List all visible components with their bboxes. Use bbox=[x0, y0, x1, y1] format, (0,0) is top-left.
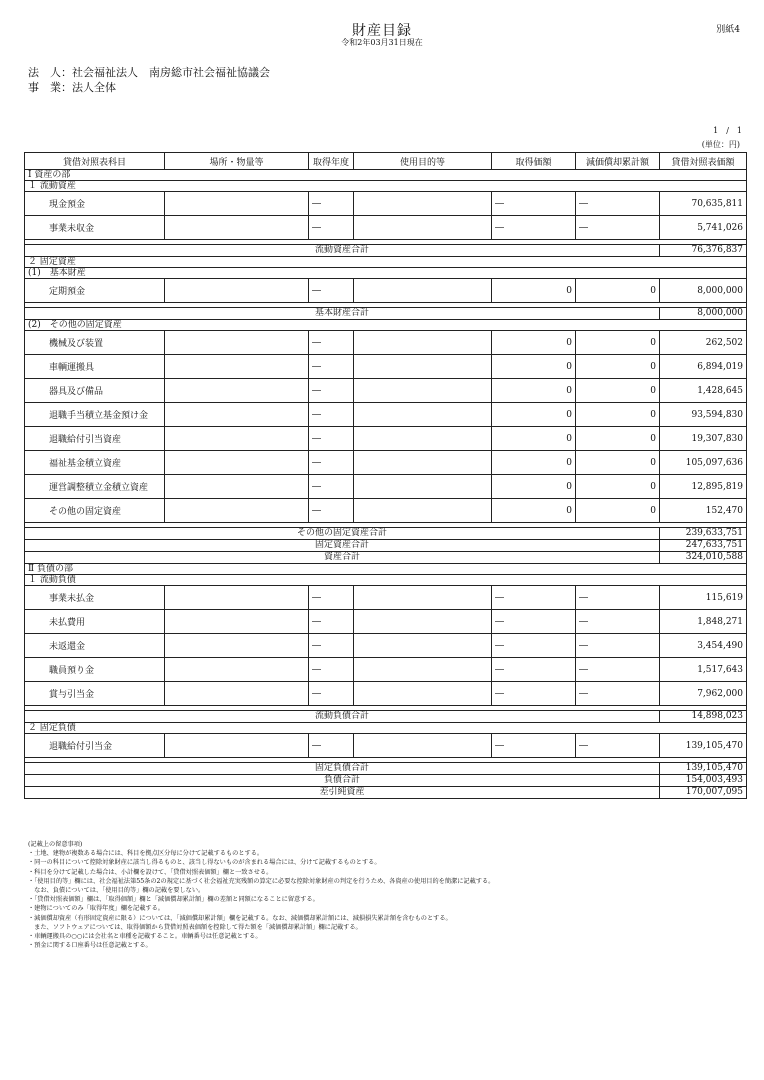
table-row bbox=[25, 355, 747, 379]
col-header: 貸借対照表科目 bbox=[25, 153, 165, 170]
total-value: 170,007,095 bbox=[660, 787, 747, 799]
table-row bbox=[25, 634, 747, 658]
accumulated-depreciation: 0 bbox=[576, 403, 660, 427]
purpose-cell bbox=[354, 451, 492, 475]
acquisition-cost: 0 bbox=[492, 403, 576, 427]
location-cell bbox=[165, 586, 309, 610]
account-name: 退職給付引当金 bbox=[25, 734, 165, 758]
note-line: ・「使用目的等」欄には、社会福祉法第55条の2の規定に基づく社会福祉充実残額の算定に必要な控除対象財産の判定を行うため、各資産の使用目的を簡潔に記載する。 bbox=[28, 877, 495, 885]
account-name: 事業未収金 bbox=[25, 216, 165, 240]
book-value: 139,105,470 bbox=[660, 734, 747, 758]
location-cell bbox=[165, 634, 309, 658]
book-value: 105,097,636 bbox=[660, 451, 747, 475]
total-row bbox=[25, 540, 747, 552]
purpose-cell bbox=[354, 475, 492, 499]
total-value: 139,105,470 bbox=[660, 763, 747, 775]
table-row bbox=[25, 279, 747, 303]
acquisition-year: ― bbox=[309, 379, 354, 403]
total-label: 流動資産合計 bbox=[25, 245, 660, 257]
account-name: 器具及び備品 bbox=[25, 379, 165, 403]
appendix-label: 別紙4 bbox=[716, 25, 740, 35]
location-cell bbox=[165, 331, 309, 355]
table-row bbox=[25, 427, 747, 451]
table-row bbox=[25, 403, 747, 427]
location-cell bbox=[165, 475, 309, 499]
account-name: 未返還金 bbox=[25, 634, 165, 658]
note-line: ・同一の科目について控除対象財産に該当し得るものと、該当し得ないものが含まれる場合には、分けて記載するものとする。 bbox=[28, 859, 381, 867]
purpose-cell bbox=[354, 403, 492, 427]
accumulated-depreciation: 0 bbox=[576, 499, 660, 523]
book-value: 3,454,490 bbox=[660, 634, 747, 658]
location-cell bbox=[165, 279, 309, 303]
account-name: 運営調整積立金積立資産 bbox=[25, 475, 165, 499]
section-label: (1) 基本財産 bbox=[25, 268, 747, 279]
purpose-cell bbox=[354, 355, 492, 379]
table-row bbox=[25, 610, 747, 634]
section-row bbox=[25, 320, 747, 331]
table-row bbox=[25, 451, 747, 475]
note-line: ・「貸借対照表価額」欄は、「取得価額」欄と「減価償却累計額」欄の差額と同額になることに留意する。 bbox=[28, 896, 319, 904]
section-row bbox=[25, 170, 747, 181]
table-row bbox=[25, 379, 747, 403]
total-label: 負債合計 bbox=[25, 775, 660, 787]
acquisition-year: ― bbox=[309, 451, 354, 475]
total-row bbox=[25, 245, 747, 257]
total-row bbox=[25, 775, 747, 787]
accumulated-depreciation: ― bbox=[576, 216, 660, 240]
total-label: 基本財産合計 bbox=[25, 308, 660, 320]
total-value: 8,000,000 bbox=[660, 308, 747, 320]
acquisition-year: ― bbox=[309, 279, 354, 303]
acquisition-cost: ― bbox=[492, 192, 576, 216]
purpose-cell bbox=[354, 192, 492, 216]
purpose-cell bbox=[354, 499, 492, 523]
book-value: 12,895,819 bbox=[660, 475, 747, 499]
note-line: ・車輌運搬具の○○には会社名と車種を記載すること。車輌番号は任意記載とする。 bbox=[28, 933, 262, 941]
section-label: Ⅱ 負債の部 bbox=[25, 564, 747, 575]
note-line: ・預金に関する口座番号は任意記載とする。 bbox=[28, 942, 152, 950]
acquisition-cost: 0 bbox=[492, 427, 576, 451]
as-of-date: 令和2年03月31日現在 bbox=[341, 38, 423, 47]
purpose-cell bbox=[354, 586, 492, 610]
location-cell bbox=[165, 734, 309, 758]
book-value: 8,000,000 bbox=[660, 279, 747, 303]
note-line: ・減価償却資産（有形固定資産に限る）については、「減価償却累計額」欄を記載する。なお、減価償却累計額には、減損損失累計額を含むものとする。 bbox=[28, 914, 452, 922]
location-cell bbox=[165, 355, 309, 379]
business-line: 事 業：法人全体 bbox=[28, 81, 116, 94]
acquisition-cost: ― bbox=[492, 658, 576, 682]
purpose-cell bbox=[354, 331, 492, 355]
section-label: ２ 固定負債 bbox=[25, 723, 747, 734]
col-header: 使用目的等 bbox=[354, 153, 492, 170]
acquisition-cost: 0 bbox=[492, 355, 576, 379]
account-name: 未払費用 bbox=[25, 610, 165, 634]
account-name: 事業未払金 bbox=[25, 586, 165, 610]
section-row bbox=[25, 723, 747, 734]
section-row bbox=[25, 181, 747, 192]
acquisition-year: ― bbox=[309, 658, 354, 682]
book-value: 152,470 bbox=[660, 499, 747, 523]
total-value: 324,010,588 bbox=[660, 552, 747, 564]
total-label: 流動負債合計 bbox=[25, 711, 660, 723]
acquisition-cost: ― bbox=[492, 682, 576, 706]
book-value: 19,307,830 bbox=[660, 427, 747, 451]
table-row bbox=[25, 658, 747, 682]
col-header: 場所・物量等 bbox=[165, 153, 309, 170]
acquisition-cost: 0 bbox=[492, 379, 576, 403]
accumulated-depreciation: 0 bbox=[576, 379, 660, 403]
total-label: 差引純資産 bbox=[25, 787, 660, 799]
note-line: (記載上の留意事項) bbox=[28, 841, 83, 848]
account-name: 福祉基金積立資産 bbox=[25, 451, 165, 475]
acquisition-year: ― bbox=[309, 403, 354, 427]
acquisition-year: ― bbox=[309, 427, 354, 451]
location-cell bbox=[165, 379, 309, 403]
total-label: 固定負債合計 bbox=[25, 763, 660, 775]
accumulated-depreciation: ― bbox=[576, 192, 660, 216]
location-cell bbox=[165, 192, 309, 216]
acquisition-cost: ― bbox=[492, 586, 576, 610]
note-line: ・科目を分けて記載した場合は、小計欄を設けて、「貸借対照表価額」欄と一致させる。 bbox=[28, 868, 273, 876]
location-cell bbox=[165, 427, 309, 451]
table-row bbox=[25, 475, 747, 499]
account-name: 職員預り金 bbox=[25, 658, 165, 682]
account-name: 車輌運搬具 bbox=[25, 355, 165, 379]
purpose-cell bbox=[354, 610, 492, 634]
accumulated-depreciation: 0 bbox=[576, 331, 660, 355]
acquisition-year: ― bbox=[309, 331, 354, 355]
section-row bbox=[25, 564, 747, 575]
section-label: １ 流動資産 bbox=[25, 181, 747, 192]
acquisition-year: ― bbox=[309, 499, 354, 523]
acquisition-year: ― bbox=[309, 192, 354, 216]
table-row bbox=[25, 734, 747, 758]
total-row bbox=[25, 763, 747, 775]
acquisition-year: ― bbox=[309, 216, 354, 240]
total-label: 固定資産合計 bbox=[25, 540, 660, 552]
book-value: 1,428,645 bbox=[660, 379, 747, 403]
table-row bbox=[25, 192, 747, 216]
acquisition-cost: 0 bbox=[492, 451, 576, 475]
total-row bbox=[25, 711, 747, 723]
book-value: 115,619 bbox=[660, 586, 747, 610]
note-line: ・建物についてのみ「取得年度」欄を記載する。 bbox=[28, 905, 164, 913]
account-name: 退職給付引当資産 bbox=[25, 427, 165, 451]
total-value: 14,898,023 bbox=[660, 711, 747, 723]
account-name: 現金預金 bbox=[25, 192, 165, 216]
corporation-line: 法 人：社会福祉法人 南房総市社会福祉協議会 bbox=[28, 66, 270, 79]
table-header-row bbox=[25, 153, 747, 170]
acquisition-cost: 0 bbox=[492, 279, 576, 303]
purpose-cell bbox=[354, 216, 492, 240]
acquisition-year: ― bbox=[309, 634, 354, 658]
page-number: 1 / 1 bbox=[713, 126, 742, 135]
book-value: 7,962,000 bbox=[660, 682, 747, 706]
accumulated-depreciation: 0 bbox=[576, 475, 660, 499]
note-line: なお、負債については、「使用目的等」欄の記載を要しない。 bbox=[28, 887, 205, 895]
location-cell bbox=[165, 658, 309, 682]
accumulated-depreciation: ― bbox=[576, 658, 660, 682]
total-value: 247,633,751 bbox=[660, 540, 747, 552]
accumulated-depreciation: 0 bbox=[576, 279, 660, 303]
accumulated-depreciation: 0 bbox=[576, 427, 660, 451]
location-cell bbox=[165, 682, 309, 706]
purpose-cell bbox=[354, 658, 492, 682]
acquisition-year: ― bbox=[309, 355, 354, 379]
total-row bbox=[25, 308, 747, 320]
note-line: また、ソフトウェアについては、取得価額から貸借対照表価額を控除して得た額を「減価償却累計額」欄に記載する。 bbox=[28, 923, 362, 931]
location-cell bbox=[165, 451, 309, 475]
total-row bbox=[25, 552, 747, 564]
table-row bbox=[25, 499, 747, 523]
book-value: 1,848,271 bbox=[660, 610, 747, 634]
inventory-table bbox=[24, 152, 747, 799]
book-value: 1,517,643 bbox=[660, 658, 747, 682]
book-value: 262,502 bbox=[660, 331, 747, 355]
account-name: 賞与引当金 bbox=[25, 682, 165, 706]
section-row bbox=[25, 268, 747, 279]
acquisition-year: ― bbox=[309, 682, 354, 706]
notes-section bbox=[28, 840, 494, 950]
total-label: その他の固定資産合計 bbox=[25, 528, 660, 540]
document-title: 財産目録 bbox=[352, 23, 412, 39]
acquisition-cost: ― bbox=[492, 734, 576, 758]
col-header: 貸借対照表価額 bbox=[660, 153, 747, 170]
table-row bbox=[25, 586, 747, 610]
accumulated-depreciation: ― bbox=[576, 682, 660, 706]
section-row bbox=[25, 257, 747, 268]
unit-label: (単位：円) bbox=[701, 140, 740, 149]
total-value: 154,003,493 bbox=[660, 775, 747, 787]
col-header: 取得価額 bbox=[492, 153, 576, 170]
acquisition-year: ― bbox=[309, 734, 354, 758]
purpose-cell bbox=[354, 634, 492, 658]
table-row bbox=[25, 682, 747, 706]
acquisition-year: ― bbox=[309, 610, 354, 634]
accumulated-depreciation: ― bbox=[576, 586, 660, 610]
location-cell bbox=[165, 499, 309, 523]
table-row bbox=[25, 216, 747, 240]
account-name: その他の固定資産 bbox=[25, 499, 165, 523]
account-name: 機械及び装置 bbox=[25, 331, 165, 355]
total-value: 76,376,837 bbox=[660, 245, 747, 257]
section-row bbox=[25, 575, 747, 586]
account-name: 定期預金 bbox=[25, 279, 165, 303]
purpose-cell bbox=[354, 682, 492, 706]
section-label: １ 流動負債 bbox=[25, 575, 747, 586]
col-header: 取得年度 bbox=[309, 153, 354, 170]
acquisition-cost: ― bbox=[492, 216, 576, 240]
account-name: 退職手当積立基金預け金 bbox=[25, 403, 165, 427]
book-value: 70,635,811 bbox=[660, 192, 747, 216]
acquisition-year: ― bbox=[309, 586, 354, 610]
note-line: ・土地、建物が複数ある場合には、科目を拠点区分毎に分けて記載するものとする。 bbox=[28, 850, 264, 858]
section-label: Ⅰ 資産の部 bbox=[25, 170, 747, 181]
accumulated-depreciation: 0 bbox=[576, 451, 660, 475]
total-row bbox=[25, 787, 747, 799]
purpose-cell bbox=[354, 379, 492, 403]
acquisition-cost: 0 bbox=[492, 331, 576, 355]
book-value: 6,894,019 bbox=[660, 355, 747, 379]
location-cell bbox=[165, 610, 309, 634]
total-value: 239,633,751 bbox=[660, 528, 747, 540]
accumulated-depreciation: ― bbox=[576, 634, 660, 658]
accumulated-depreciation: ― bbox=[576, 734, 660, 758]
accumulated-depreciation: ― bbox=[576, 610, 660, 634]
book-value: 5,741,026 bbox=[660, 216, 747, 240]
purpose-cell bbox=[354, 279, 492, 303]
location-cell bbox=[165, 216, 309, 240]
col-header: 減価償却累計額 bbox=[576, 153, 660, 170]
acquisition-cost: 0 bbox=[492, 475, 576, 499]
acquisition-cost: 0 bbox=[492, 499, 576, 523]
acquisition-year: ― bbox=[309, 475, 354, 499]
total-row bbox=[25, 528, 747, 540]
purpose-cell bbox=[354, 427, 492, 451]
section-label: ２ 固定資産 bbox=[25, 257, 747, 268]
total-label: 資産合計 bbox=[25, 552, 660, 564]
table-row bbox=[25, 331, 747, 355]
section-label: (2) その他の固定資産 bbox=[25, 320, 747, 331]
purpose-cell bbox=[354, 734, 492, 758]
acquisition-cost: ― bbox=[492, 634, 576, 658]
accumulated-depreciation: 0 bbox=[576, 355, 660, 379]
acquisition-cost: ― bbox=[492, 610, 576, 634]
location-cell bbox=[165, 403, 309, 427]
table-body bbox=[25, 170, 747, 799]
book-value: 93,594,830 bbox=[660, 403, 747, 427]
